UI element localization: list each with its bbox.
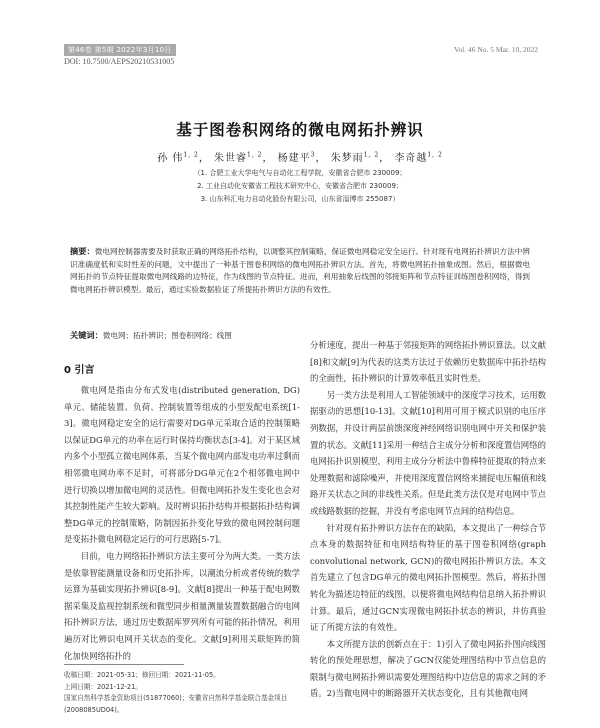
- paragraph: 目前，电力网络拓扑辨识方法主要可分为两大类。一类方法是依靠智能测量设备和历史拓扑库，以潮流分析或者传统的数学运算为基础实现拓扑辨识[8-9]。文献[8]提出一种基于配电网数据采集及监视控制系统和微型同步相量测量装置数据融合的电网拓扑辨识方法，通过历史数据库罗列所有可能的拓扑情况，利用遍历对比辨识电网开关状态的变化。文献[9]利用关联矩阵的简化加快网络拓扑的: [64, 550, 300, 661]
- abstract: [70, 245, 530, 296]
- doi[interactable]: DOI: 10.7500/AEPS20210531005: [64, 57, 175, 66]
- body-column-left: [64, 362, 300, 664]
- affiliation: （1. 合肥工业大学电气与自动化工程学院，安徽省合肥市 230009；: [193, 169, 407, 177]
- footnote: 国家自然科学基金资助项目(51877060)；安徽省自然科学基金联合基金项目(2008085UD04)。: [64, 694, 288, 714]
- paragraph: 微电网是指由分布式发电(distributed generation, DG)单元、储能装置、负荷、控制装置等组成的小型发配电系统[1-3]。微电网稳定安全的运行需要对DG单元采取合适的控制策略以保证DG单元的功率在运行时保持均衡状态[3-4]。对于某区域内多个小型孤立微电网体系，当某个微电网内部发电功率过剩而相邻微电网功率不足时，可将部分DG单元在2个相邻微电网中进行切换以增加微电网的灵活性。但微电网拓扑发生变化也会对其控制性能产生较大影响。及时辨识拓扑结构并根据拓扑结构调整DG单元的控制策略，防制因拓扑变化导致的微电网控制问题是变拓扑微电网稳定运行的可行思路[5-7]。: [64, 385, 300, 545]
- keywords-label: 关键词：: [70, 330, 103, 340]
- keywords: [70, 330, 232, 341]
- abstract-text: 微电网控制器需要及时获取正确的网络拓扑结构，以调整其控制策略，保证微电网稳定安全运行。针对现有电网拓扑辨识方法中辨识准确度低和实时性差的问题，文中提出了一种基于图卷积网络的微电网拓扑辨识方法。首先，将微电网拓扑抽象成图。然后，根据微电网拓扑的节点特征提取微电网线路的边特征，作为线图的节点特征。进而，利用抽象后线图的邻接矩阵和节点特征训练图卷积网络，得到微电网拓扑辨识模型。最后，通过实验数据验证了所提拓扑辨识方法的有效性。: [70, 247, 530, 294]
- footnote: 收稿日期：2021-05-31；修回日期：2021-11-05。: [64, 671, 220, 679]
- affiliation: 2. 工业自动化安徽省工程技术研究中心，安徽省合肥市 230009；: [197, 182, 403, 190]
- author: 朱世睿$^{1, 2}$: [214, 151, 263, 164]
- paragraph: 本文所提方法的创新点在于：1)引入了微电网拓扑图向线图转化的预处理思想，解决了GCN仅能处理图结构中节点信息的限制与微电网拓扑辨识需要处理图结构中边信息的需求之间的矛盾。2)当微电网中的断路器开关状态变化，且有其他微电网: [310, 638, 546, 699]
- author-list: 孙 伟$^{1, 2}$， 朱世睿$^{1, 2}$， 杨建平$^3$， 朱梦雨$^{1, 2}$， 李奇越$^{1, 2}$: [157, 151, 443, 164]
- footnote: 上网日期：2021-12-21。: [64, 682, 142, 691]
- paragraph: 另一类方法是利用人工智能领域中的深度学习技术，运用数据驱动的思想[10-13]。文献[10]利用可用于模式识别的电压序列数据，并设计两层前馈深度神经网络识别电网中开关和保护装置的状态。文献[11]采用一种结合主成分分析和深度置信网络的电网拓扑识别模型，利用主成分分析法中鲁棒特征提取的特点来处理数据和滤除噪声，并使用深度置信网络来捕捉电压幅值和线路开关状态之间的非线性关系。但是此类方法仅是对电网中节点或线路数据的挖掘，并没有考虑电网节点间的结构信息。: [310, 389, 546, 516]
- author: 孙 伟$^{1, 2}$: [157, 151, 199, 164]
- author: 李奇越$^{1, 2}$: [394, 151, 443, 164]
- body-column-right: [310, 337, 546, 702]
- footnotes: [64, 670, 300, 716]
- paper-title: 基于图卷积网络的微电网拓扑辨识: [176, 121, 424, 139]
- author: 杨建平$^3$: [277, 151, 316, 164]
- abstract-label: 摘要：: [70, 246, 95, 256]
- affiliation: 3. 山东科汇电力自动化股份有限公司，山东省淄博市 255087）: [200, 195, 400, 203]
- author: 朱梦雨$^{1, 2}$: [330, 151, 380, 164]
- paragraph: 针对现有拓扑辨识方法存在的缺陷，本文提出了一种综合节点本身的数据特征和电网结构特征的基于图卷积网络(graph convolutional network, GCN)的微电网拓扑辨识方法。本文首先建立了包含DG单元的微电网拓扑图模型。然后，将拓扑图转化为描述边特征的线图，以便将微电网结构信息纳入拓扑辨识计算。最后，通过GCN实现微电网拓扑状态的辨识，并仿真验证了所提方法的有效性。: [310, 522, 546, 633]
- section-title: 0 引言: [64, 365, 95, 376]
- journal-info: Vol. 46 No. 5 Mar. 10, 2022: [453, 45, 538, 54]
- keywords-text: 微电网；拓扑辨识；图卷积网络；线图: [102, 331, 232, 340]
- paragraph: 分析速度，提出一种基于邻接矩阵的网络拓扑辨识算法。以文献[8]和文献[9]为代表的这类方法过于依赖历史数据库中拓扑结构的全面性，拓扑辨识的计算效率低且实时性差。: [310, 340, 546, 384]
- issue-badge: 第46卷 第5期 2022年3月10日: [64, 44, 176, 56]
- footnote-divider: [64, 664, 184, 665]
